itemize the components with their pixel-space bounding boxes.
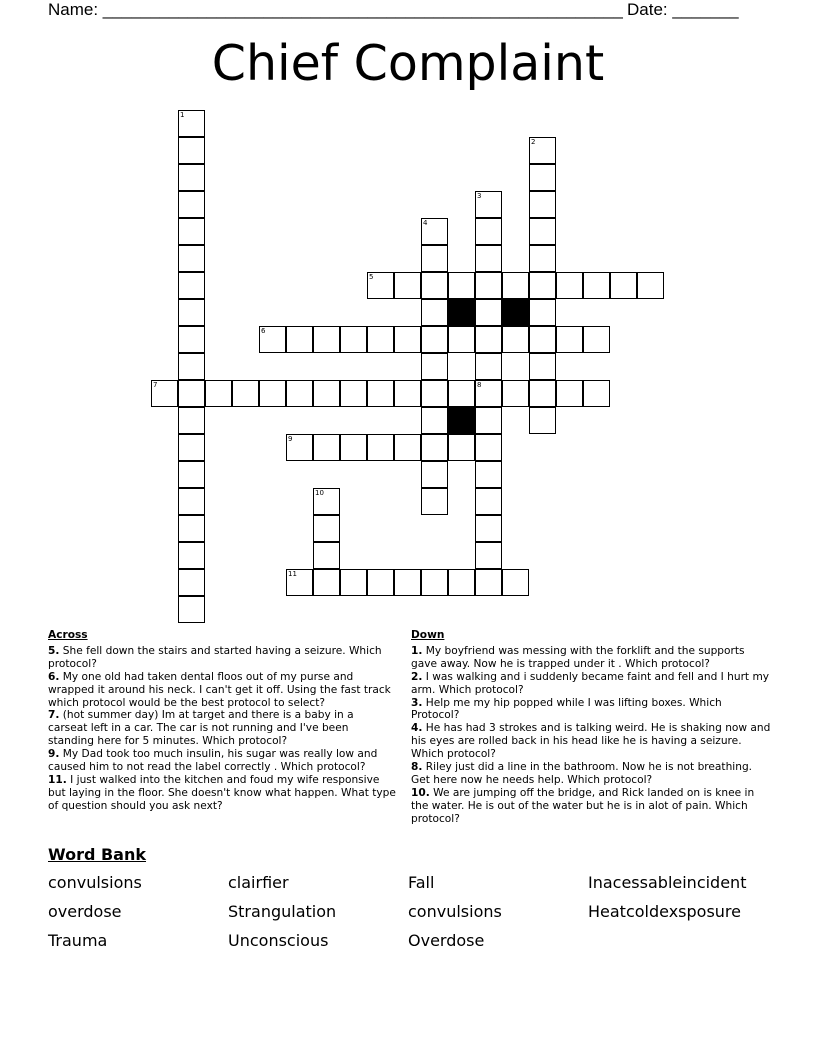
grid-cell[interactable] <box>475 569 502 596</box>
page-title: Chief Complaint <box>211 35 605 92</box>
word-bank-item: convulsions <box>48 873 142 892</box>
down-clue: 2. I was walking and i suddenly became faint and fell and I hurt my arm. Which protocol? <box>411 670 770 696</box>
grid-cell[interactable] <box>178 191 205 218</box>
grid-cell[interactable] <box>448 380 475 407</box>
grid-cell[interactable] <box>475 488 502 515</box>
grid-cell[interactable] <box>421 569 448 596</box>
grid-cell[interactable] <box>421 461 448 488</box>
grid-cell[interactable] <box>529 326 556 353</box>
grid-cell[interactable] <box>475 299 502 326</box>
grid-cell[interactable] <box>475 353 502 380</box>
grid-cell[interactable] <box>394 380 421 407</box>
clue-number-10: 10 <box>315 489 324 497</box>
grid-cell[interactable] <box>178 245 205 272</box>
grid-cell[interactable] <box>556 272 583 299</box>
down-clue: 8. Riley just did a line in the bathroom. Now he is not breathing. Get here now he needs help. Which protocol? <box>411 761 753 786</box>
grid-cell[interactable] <box>232 380 259 407</box>
grid-cell[interactable] <box>529 164 556 191</box>
name-line[interactable]: Name: _______________________________________________________ <box>48 0 623 19</box>
grid-cell[interactable] <box>178 488 205 515</box>
grid-cell[interactable] <box>367 569 394 596</box>
across-clue: 11. I just walked into the kitchen and foud my wife responsive but laying in the floor. She doesn't know what happen. What type of question should you ask next? <box>48 773 396 812</box>
grid-cell[interactable] <box>286 326 313 353</box>
grid-cell[interactable] <box>205 380 232 407</box>
date-line[interactable]: Date: _______ <box>627 0 739 19</box>
grid-cell[interactable] <box>475 326 502 353</box>
grid-cell[interactable] <box>286 380 313 407</box>
grid-cell[interactable] <box>178 137 205 164</box>
word-bank-item: Strangulation <box>228 902 337 921</box>
grid-cell[interactable] <box>394 434 421 461</box>
grid-cell[interactable] <box>421 434 448 461</box>
grid-cell[interactable] <box>394 326 421 353</box>
grid-cell[interactable] <box>583 326 610 353</box>
grid-cell[interactable] <box>475 245 502 272</box>
grid-cell[interactable] <box>421 272 448 299</box>
grid-cell[interactable] <box>178 434 205 461</box>
down-clue: 1. My boyfriend was messing with the forklift and the supports gave away. Now he is trapped under it . Which protocol? <box>411 644 745 670</box>
clue-number-7: 7 <box>153 381 158 389</box>
grid-cell[interactable] <box>178 326 205 353</box>
grid-cell[interactable] <box>178 218 205 245</box>
grid-cell[interactable] <box>475 461 502 488</box>
grid-cell[interactable] <box>178 272 205 299</box>
across-clue: 7. (hot summer day) Im at target and there is a baby in a carseat left in a car. The car is not running and I've been standing here for 5 minutes. Which protocol? <box>48 709 354 748</box>
grid-cell[interactable] <box>583 380 610 407</box>
clue-number-9: 9 <box>288 435 293 443</box>
across-clue: 9. My Dad took too much insulin, his sugar was really low and caused him to not read the label correctly . Which protocol? <box>48 748 378 774</box>
grid-cell[interactable] <box>556 326 583 353</box>
grid-cell[interactable] <box>421 407 448 434</box>
grid-cell[interactable] <box>367 380 394 407</box>
grid-block-cell <box>502 299 529 326</box>
down-clues <box>411 629 771 826</box>
across-clue: 6. My one old had taken dental floos out of my purse and wrapped it around his neck. I can't get it off. Using the fast track which protocol would be the best protocol to select? <box>48 670 391 709</box>
clue-number-11: 11 <box>288 570 297 578</box>
grid-cell[interactable] <box>178 164 205 191</box>
grid-cell[interactable] <box>421 245 448 272</box>
grid-cell[interactable] <box>448 434 475 461</box>
grid-cell[interactable] <box>529 245 556 272</box>
grid-cell[interactable] <box>340 326 367 353</box>
grid-cell[interactable] <box>313 569 340 596</box>
grid-cell[interactable] <box>178 461 205 488</box>
grid-cell[interactable] <box>178 596 205 623</box>
grid-cell[interactable] <box>178 407 205 434</box>
grid-cell[interactable] <box>313 434 340 461</box>
grid-cell[interactable] <box>529 299 556 326</box>
grid-cell[interactable] <box>340 434 367 461</box>
grid-cell[interactable] <box>502 569 529 596</box>
grid-cell[interactable] <box>313 515 340 542</box>
clue-number-2: 2 <box>531 138 536 146</box>
grid-cell[interactable] <box>475 218 502 245</box>
grid-cell[interactable] <box>529 218 556 245</box>
grid-block-cell <box>448 299 475 326</box>
grid-cell[interactable] <box>448 272 475 299</box>
clue-number-6: 6 <box>261 327 266 335</box>
grid-cell[interactable] <box>178 515 205 542</box>
grid-cell[interactable] <box>340 569 367 596</box>
across-clue: 5. She fell down the stairs and started having a seizure. Which protocol? <box>48 644 382 670</box>
grid-cell[interactable] <box>475 407 502 434</box>
grid-cell[interactable] <box>583 272 610 299</box>
grid-cell[interactable] <box>421 326 448 353</box>
word-bank-item: Trauma <box>48 931 108 950</box>
grid-cell[interactable] <box>178 569 205 596</box>
grid-cell[interactable] <box>556 380 583 407</box>
grid-cell[interactable] <box>178 299 205 326</box>
down-clue: 10. We are jumping off the bridge, and Rick landed on is knee in the water. He is out of the water but he is in alot of pain. Which protocol? <box>411 786 755 825</box>
word-bank-item: Fall <box>408 873 435 892</box>
grid-cell[interactable] <box>421 299 448 326</box>
clue-number-3: 3 <box>477 192 482 200</box>
grid-cell[interactable] <box>529 407 556 434</box>
clue-number-5: 5 <box>369 273 374 281</box>
grid-cell[interactable] <box>178 542 205 569</box>
word-bank-item: Inacessableincident <box>588 873 747 892</box>
grid-cell[interactable] <box>178 353 205 380</box>
grid-cell[interactable] <box>394 569 421 596</box>
grid-cell[interactable] <box>340 380 367 407</box>
grid-cell[interactable] <box>610 272 637 299</box>
grid-cell[interactable] <box>448 326 475 353</box>
grid-cell[interactable] <box>502 326 529 353</box>
word-bank-item: overdose <box>48 902 122 921</box>
down-clue: 4. He has had 3 strokes and is talking weird. He is shaking now and his eyes are rolled back in his head like he is having a seizure. Which protocol? <box>411 722 771 761</box>
grid-cell[interactable] <box>448 569 475 596</box>
across-clues <box>48 629 396 813</box>
clue-number-8: 8 <box>477 381 482 389</box>
grid-cell[interactable] <box>637 272 664 299</box>
grid-cell[interactable] <box>502 272 529 299</box>
word-bank-item: Heatcoldexsposure <box>588 902 741 921</box>
grid-cell[interactable] <box>529 272 556 299</box>
word-bank-item: clairfier <box>228 873 289 892</box>
grid-cell[interactable] <box>421 380 448 407</box>
grid-cell[interactable] <box>529 353 556 380</box>
grid-cell[interactable] <box>529 191 556 218</box>
grid-cell[interactable] <box>178 380 205 407</box>
word-bank-item: convulsions <box>408 902 502 921</box>
grid-cell[interactable] <box>475 542 502 569</box>
grid-cell[interactable] <box>259 380 286 407</box>
grid-cell[interactable] <box>475 434 502 461</box>
grid-cell[interactable] <box>502 380 529 407</box>
grid-block-cell <box>448 407 475 434</box>
grid-cell[interactable] <box>421 488 448 515</box>
across-heading: Across <box>48 629 88 641</box>
grid-cell[interactable] <box>475 515 502 542</box>
word-bank-item: Overdose <box>408 931 485 950</box>
grid-cell[interactable] <box>421 353 448 380</box>
grid-cell[interactable] <box>475 272 502 299</box>
word-bank-title: Word Bank <box>48 845 147 864</box>
grid-cell[interactable] <box>367 434 394 461</box>
down-heading: Down <box>411 629 445 641</box>
grid-cell[interactable] <box>313 542 340 569</box>
clue-number-1: 1 <box>180 111 185 119</box>
grid-cell[interactable] <box>367 326 394 353</box>
down-clue: 3. Help me my hip popped while I was lifting boxes. Which Protocol? <box>411 696 722 722</box>
clue-number-4: 4 <box>423 219 428 227</box>
grid-cell[interactable] <box>394 272 421 299</box>
word-bank-item: Unconscious <box>228 931 329 950</box>
grid-cell[interactable] <box>313 380 340 407</box>
grid-cell[interactable] <box>529 380 556 407</box>
grid-cell[interactable] <box>313 326 340 353</box>
